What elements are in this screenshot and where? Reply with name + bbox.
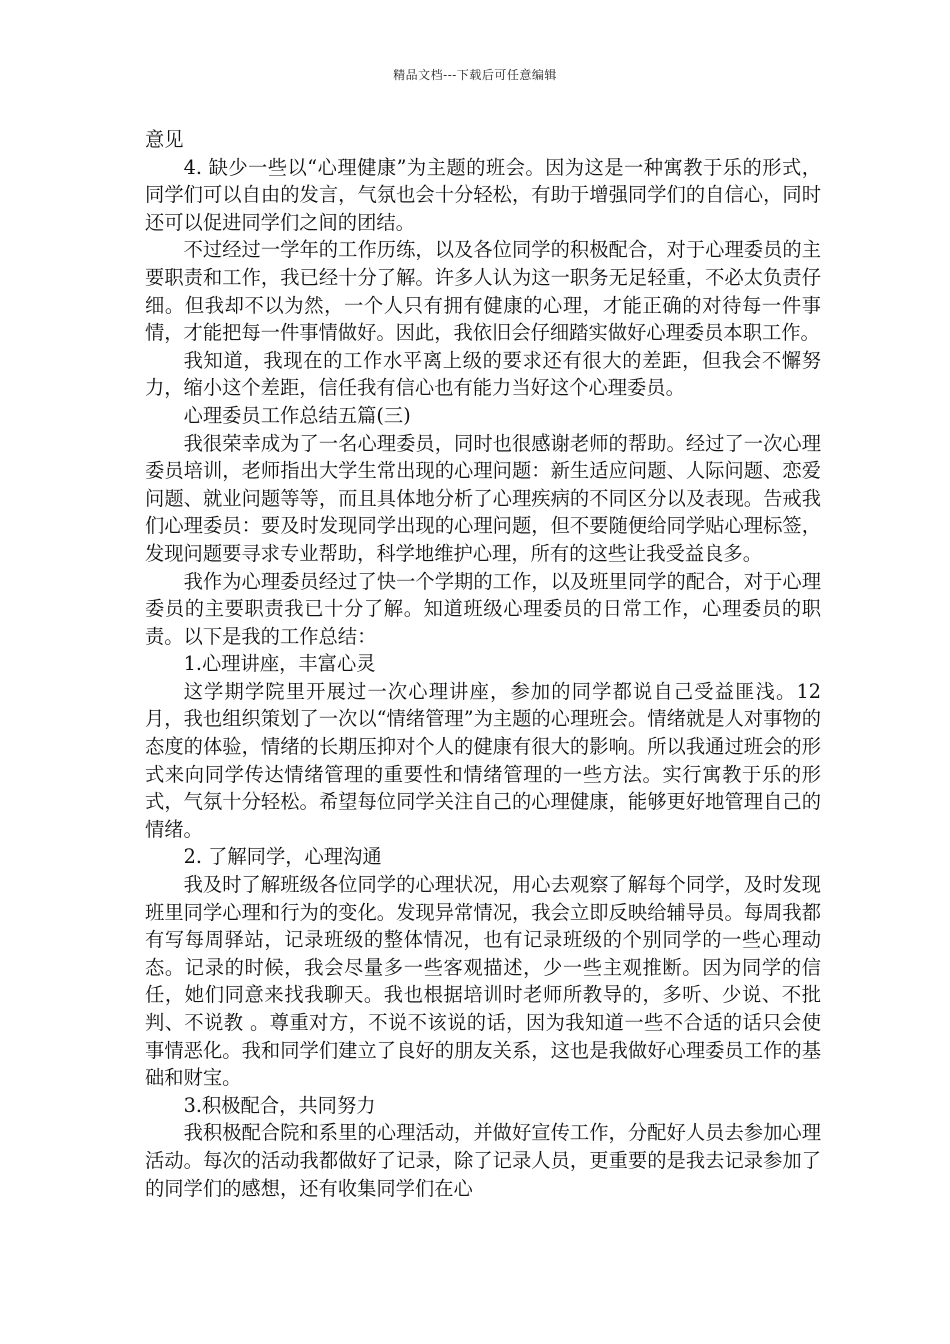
subsection-heading: 1.心理讲座，丰富心灵: [183, 652, 376, 676]
paragraph: 不过经过一学年的工作历练，以及各位同学的积极配合，对于心理委员的主要职责和工作，我已经十分了解。许多人认为这一职务无足轻重，不必太负责仔细。但我却不以为然，一个人只有拥有健康的心理，才能正确的对待每一件事情，才能把每一件事情做好。因此，我依旧会仔细踏实做好心理委员本职工作。: [145, 238, 821, 345]
paragraph: 4. 缺少一些以“心理健康”为主题的班会。因为这是一种寓教于乐的形式，同学们可以自由的发言，气氛也会十分轻松，有助于增强同学们的自信心，同时还可以促进同学们之间的团结。: [145, 155, 821, 234]
paragraph: 我积极配合院和系里的心理活动，并做好宣传工作，分配好人员去参加心理活动。每次的活动我都做好了记录，除了记录人员，更重要的是我去记录参加了的同学们的感想，还有收集同学们在心: [145, 1121, 821, 1200]
section-title: 心理委员工作总结五篇(三): [183, 403, 411, 427]
paragraph: 我知道，我现在的工作水平离上级的要求还有很大的差距，但我会不懈努力，缩小这个差距，信任我有信心也有能力当好这个心理委员。: [145, 348, 821, 400]
subsection-heading: 3.积极配合，共同努力: [183, 1093, 376, 1117]
subsection-heading: 2. 了解同学，心理沟通: [183, 845, 382, 869]
paragraph: 我作为心理委员经过了快一个学期的工作，以及班里同学的配合，对于心理委员的主要职责我已十分了解。知道班级心理委员的日常工作，心理委员的职责。以下是我的工作总结：: [145, 569, 821, 648]
paragraph: 意见: [145, 128, 184, 151]
paragraph: 这学期学院里开展过一次心理讲座，参加的同学都说自己受益匪浅。12月，我也组织策划了一次以“情绪管理”为主题的心理班会。情绪就是人对事物的态度的体验，情绪的长期压抑对个人的健康有很大的影响。所以我通过班会的形式来向同学传达情绪管理的重要性和情绪管理的一些方法。实行寓教于乐的形式，气氛十分轻松。希望每位同学关注自己的心理健康，能够更好地管理自己的情绪。: [145, 679, 821, 841]
paragraph: 我及时了解班级各位同学的心理状况，用心去观察了解每个同学，及时发现班里同学心理和行为的变化。发现异常情况，我会立即反映给辅导员。每周我都有写每周驿站，记录班级的整体情况，也有记录班级的个别同学的一些心理动态。记录的时候，我会尽量多一些客观描述，少一些主观推断。因为同学的信任，她们同意来找我聊天。我也根据培训时老师所教导的，多听、少说、不批判、不说教 。尊重对方，不说不该说的话，因为我知道一些不合适的话只会使事情恶化。我和同学们建立了良好的朋友关系，这也是我做好心理委员工作的基础和财宝。: [145, 873, 821, 1090]
paragraph: 我很荣幸成为了一名心理委员，同时也很感谢老师的帮助。经过了一次心理委员培训，老师指出大学生常出现的心理问题：新生适应问题、人际问题、恋爱问题、就业问题等等，而且具体地分析了心理疾病的不同区分以及表现。告戒我们心理委员：要及时发现同学出现的心理问题，但不要随便给同学贴心理标签，发现问题要寻求专业帮助，科学地维护心理，所有的这些让我受益良多。: [145, 431, 821, 565]
document-body: [145, 126, 821, 1202]
page-header: 精品文档---下载后可任意编辑: [393, 68, 557, 82]
